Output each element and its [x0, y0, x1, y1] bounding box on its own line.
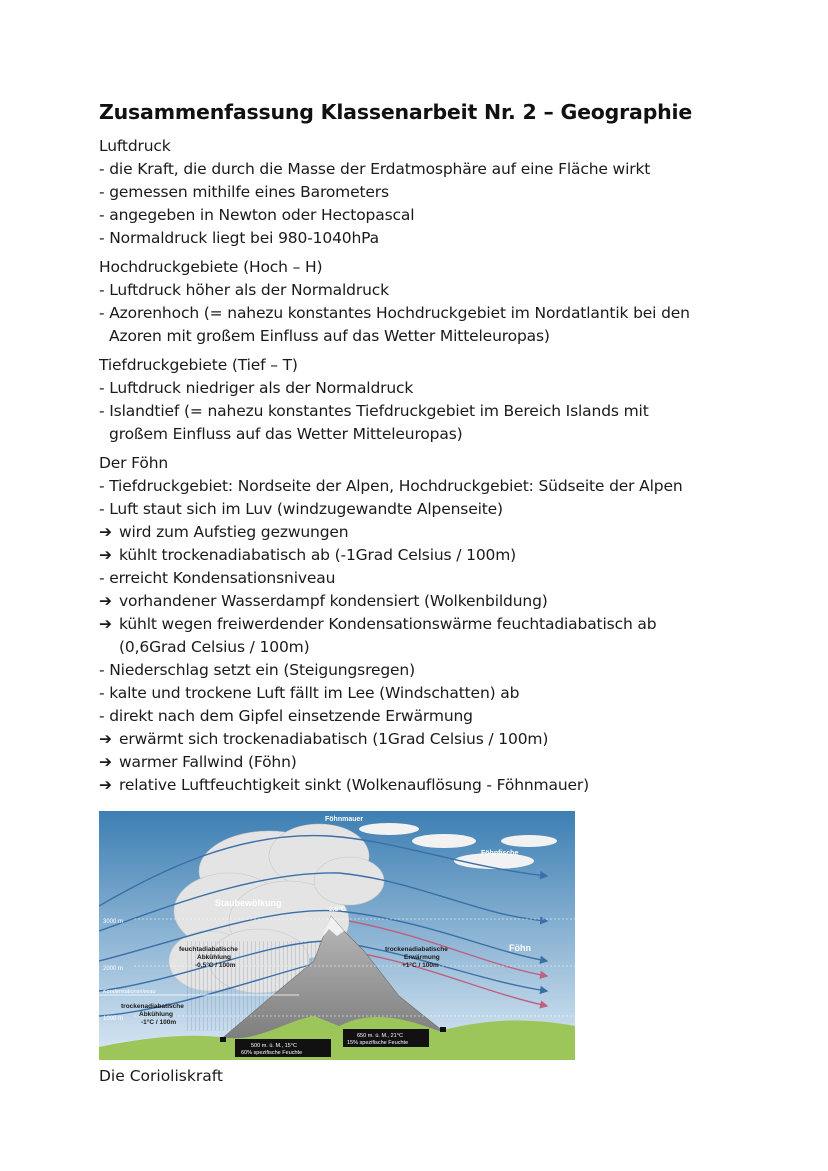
trocken-er-label-3: +1°C / 100m: [402, 962, 439, 969]
altitude-2000-label: 2000 m: [103, 966, 124, 972]
arrow-line: ➔ kühlt trockenadiabatisch ab (-1Grad Celsius / 100m): [99, 544, 759, 567]
bullet-continuation: großem Einfluss auf das Wetter Mitteleuropas): [109, 425, 463, 443]
arrow-line: ➔ kühlt wegen freiwerdender Kondensationswärme feuchtadiabatisch ab: [99, 613, 759, 636]
foehn-label: Föhn: [509, 943, 531, 953]
altitude-3000-label: 3000 m: [103, 919, 124, 925]
feucht-label-2: Abkühlung: [197, 954, 231, 961]
bullet-line: - gemessen mithilfe eines Barometers: [99, 183, 389, 201]
heading-tiefdruck: Tiefdruckgebiete (Tief – T): [99, 356, 298, 374]
luv-station-line-1: 500 m. ü. M., 15°C: [251, 1043, 297, 1049]
arrow-icon: ➔: [99, 730, 112, 748]
arrow-line: ➔ relative Luftfeuchtigkeit sinkt (Wolkenauflösung - Föhnmauer): [99, 774, 759, 797]
bullet-line: - erreicht Kondensationsniveau: [99, 569, 336, 587]
staubewoelkung-label: Staubewölkung: [215, 898, 282, 908]
bullet-line: - angegeben in Newton oder Hectopascal: [99, 206, 415, 224]
bullet-line: - die Kraft, die durch die Masse der Erdatmosphäre auf eine Fläche wirkt: [99, 160, 651, 178]
luv-station-marker: [220, 1037, 226, 1042]
foehnmauer-label: Föhnmauer: [325, 816, 364, 823]
bullet-line: - direkt nach dem Gipfel einsetzende Erwärmung: [99, 707, 473, 725]
arrow-continuation: (0,6Grad Celsius / 100m): [119, 638, 310, 656]
section-luftdruck: [99, 135, 759, 250]
heading-luftdruck: Luftdruck: [99, 137, 171, 155]
section-hochdruck: [99, 256, 759, 348]
caption-corioliskraft: Die Corioliskraft: [99, 1067, 223, 1085]
lee-station-line-1: 650 m. ü. M., 21°C: [357, 1033, 403, 1039]
arrow-icon: ➔: [99, 592, 112, 610]
arrow-icon: ➔: [99, 615, 112, 633]
kondensationsniveau-label: Kondensationsniveau: [103, 989, 156, 995]
bullet-line: - Normaldruck liegt bei 980-1040hPa: [99, 229, 380, 247]
lee-station-line-2: 15% spezifische Feuchte: [347, 1040, 409, 1046]
bullet-line: - Azorenhoch (= nahezu konstantes Hochdruckgebiet im Nordatlantik bei den: [99, 304, 690, 322]
bullet-line: - Luftdruck niedriger als der Normaldruck: [99, 379, 414, 397]
arrow-line: ➔ wird zum Aufstieg gezwungen: [99, 521, 759, 544]
bullet-line: - Tiefdruckgebiet: Nordseite der Alpen, Hochdruckgebiet: Südseite der Alpen: [99, 477, 683, 495]
bullet-line: - kalte und trockene Luft fällt im Lee (Windschatten) ab: [99, 684, 520, 702]
feucht-label-1: feuchtadiabatische: [179, 946, 238, 953]
trocken-ab-label-1: trockenadiabatische: [121, 1003, 184, 1010]
bullet-line: - Islandtief (= nahezu konstantes Tiefdruckgebiet im Bereich Islands mit: [99, 402, 649, 420]
arrow-icon: ➔: [99, 776, 112, 794]
bullet-line: - Luft staut sich im Luv (windzugewandte Alpenseite): [99, 500, 503, 518]
trocken-ab-label-3: -1°C / 100m: [141, 1019, 177, 1026]
arrow-icon: ➔: [99, 523, 112, 541]
foehn-diagram: [99, 811, 575, 1060]
arrow-line: ➔ warmer Fallwind (Föhn): [99, 751, 759, 774]
arrow-icon: ➔: [99, 753, 112, 771]
document-page: [99, 98, 759, 1088]
arrow-icon: ➔: [99, 546, 112, 564]
foehn-diagram-svg: [99, 811, 575, 1060]
document-title: Zusammenfassung Klassenarbeit Nr. 2 – Geographie: [99, 100, 693, 124]
bullet-continuation: Azoren mit großem Einfluss auf das Wetter Mitteleuropas): [109, 327, 550, 345]
section-tiefdruck: [99, 354, 759, 446]
trocken-er-label-1: trockenadiabatische: [385, 946, 448, 953]
bullet-line: - Luftdruck höher als der Normaldruck: [99, 281, 389, 299]
peak-temp-label: -2,5°C: [327, 906, 346, 913]
foehnfische-label: Föhnfische: [481, 850, 519, 857]
feucht-label-3: -0,5°C / 100m: [195, 962, 236, 969]
luv-station-line-2: 60% spezifische Feuchte: [241, 1050, 303, 1056]
trocken-er-label-2: Erwärmung: [404, 954, 440, 961]
trocken-ab-label-2: Abkühlung: [139, 1011, 173, 1018]
bullet-line: - Niederschlag setzt ein (Steigungsregen): [99, 661, 415, 679]
heading-foehn: Der Föhn: [99, 454, 169, 472]
heading-hochdruck: Hochdruckgebiete (Hoch – H): [99, 258, 323, 276]
section-foehn: [99, 452, 759, 797]
altitude-1000-label: 1000 m: [103, 1016, 124, 1022]
arrow-line: ➔ erwärmt sich trockenadiabatisch (1Grad Celsius / 100m): [99, 728, 759, 751]
lee-station-marker: [440, 1027, 446, 1032]
arrow-line: ➔ vorhandener Wasserdampf kondensiert (Wolkenbildung): [99, 590, 759, 613]
